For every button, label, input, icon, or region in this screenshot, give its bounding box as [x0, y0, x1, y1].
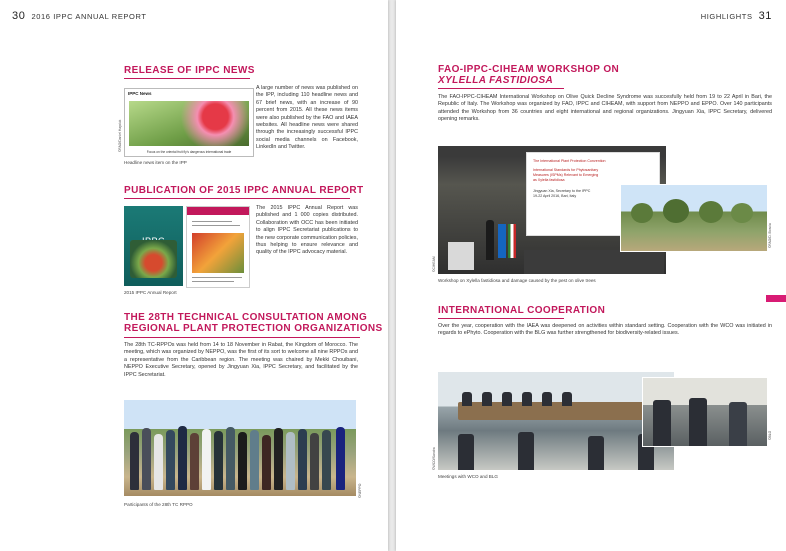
tc-rppo-title-rule — [124, 337, 360, 338]
news-caption: Headline news item on the IPP — [124, 160, 187, 165]
olive-tree — [631, 203, 653, 223]
participant-figure — [250, 430, 259, 490]
tc-rppo-title-line-2: REGIONAL PLANT PROTECTION ORGANIZATIONS — [124, 323, 383, 334]
news-photo-credit: ©FAO/Daniel Hayduk — [118, 119, 122, 152]
participant-figure — [154, 434, 163, 490]
workshop-title-rule — [438, 88, 564, 89]
workshop-caption: Workshop on Xylella fastidiosa and damage caused by the pest on olive trees — [438, 278, 596, 283]
participant-figure — [336, 427, 345, 490]
cooperation-photo-credit-left: ©WCO/Sandra — [432, 447, 436, 470]
participant-figure — [214, 431, 223, 490]
tc-rppo-photo-credit: ©NEPPO — [358, 483, 362, 498]
attendee-figure — [458, 434, 474, 470]
right-running-title: HIGHLIGHTS — [700, 12, 753, 21]
tc-rppo-title-line-1: THE 28TH TECHNICAL CONSULTATION AMONG — [124, 312, 368, 323]
flag-italy — [508, 224, 516, 258]
screen-line: 19-22 April 2016, Bari, Italy — [533, 194, 577, 198]
participant-figure — [226, 427, 235, 490]
annual-report-cover — [124, 206, 183, 286]
attendee-figure — [653, 400, 671, 446]
participant-figure — [166, 430, 175, 490]
annual-report-section-title: PUBLICATION OF 2015 IPPC ANNUAL REPORT — [124, 185, 364, 196]
screen-line: Jingyuan Xia, Secretary to the IPPC — [533, 189, 591, 193]
inner-page-line — [192, 225, 240, 226]
participant-figure — [130, 432, 139, 490]
ippc-news-image-caption: Focus on the oriental fruit fly's dangerous international trade — [146, 150, 232, 154]
participant-figure — [274, 428, 283, 490]
attendee-figure — [562, 392, 572, 406]
left-page — [0, 0, 388, 551]
inner-page-photo — [192, 233, 244, 273]
right-running-head — [701, 10, 772, 22]
participant-figure — [262, 435, 271, 490]
ippc-news-image — [124, 88, 254, 157]
inner-page-line — [192, 277, 242, 278]
cooperation-caption: Meetings with WCO and BLG — [438, 474, 498, 479]
workshop-photo-credit-right: ©FAO/D. Boscia — [768, 223, 772, 248]
attendee-figure — [502, 392, 512, 406]
inner-page-line — [192, 281, 234, 282]
right-page — [396, 0, 786, 551]
screen-line: International Standards for Phytosanitary — [533, 168, 599, 172]
attendee-figure — [522, 392, 532, 406]
annual-report-title-rule — [124, 198, 350, 199]
fruit-fly-photo — [129, 101, 249, 146]
workshop-photo-credit-left: ©CIHEAM — [432, 256, 436, 272]
right-page-number: 31 — [758, 10, 772, 22]
annual-report-caption: 2015 IPPC Annual Report — [124, 290, 177, 295]
attendee-figure — [462, 392, 472, 406]
blg-meeting-photo — [642, 377, 768, 447]
cooperation-section-title: INTERNATIONAL COOPERATION — [438, 305, 606, 316]
inner-page-line — [192, 221, 232, 222]
section-tab-marker — [766, 295, 786, 302]
cooperation-photo-credit-right: ©BLG — [768, 430, 772, 440]
annual-report-body: The 2015 IPPC Annual Report was published and 1 000 copies distributed. Collaboration with OCC has been initiated to align IPPC Secretariat publications to the new corporate communication policies, thus helping to ensure relevance and quality of the IPPC advocacy material. — [256, 205, 358, 256]
left-page-number: 30 — [12, 10, 26, 22]
attendee-figure — [689, 398, 707, 446]
speaker-figure — [486, 220, 494, 260]
tc-rppo-body: The 28th TC-RPPOs was held from 14 to 18 November in Rabat, the Kingdom of Morocco. The meeting, which was organized by NEPPO, was the first of its sort to welcome all nine RPPOs and a representative from the Caribbean region. The meeting was chaired by Mekki Chouibani, NEPPO Executive Secretary, opened by Jingyuan Xia, IPPC Secretary, and facilitated by the IPPC Secretariat. — [124, 342, 358, 378]
ippc-news-image-title: IPPC News — [128, 91, 152, 96]
news-section-title: RELEASE OF IPPC NEWS — [124, 65, 255, 76]
participant-figure — [238, 432, 247, 490]
cover-leaf-graphic — [130, 240, 177, 278]
news-title-rule — [124, 78, 250, 79]
tc-rppo-group-photo — [124, 400, 356, 496]
podium — [448, 242, 474, 270]
news-body: A large number of news was published on the IPP, including 110 headline news and 67 brief news, with an increase of 90 percent from 2015. All these news items were also published by the FAO and IAEA websites. All headline news were shared through the increasingly successful IPPC social media channels on Facebook, LinkedIn and Twitter. — [256, 85, 358, 151]
tc-rppo-section-title — [124, 312, 383, 334]
attendee-figure — [482, 392, 492, 406]
screen-line: The International Plant Protection Convention — [533, 159, 606, 163]
olive-trees-photo — [620, 184, 768, 252]
panel-table — [524, 250, 664, 274]
workshop-title-line-1: FAO-IPPC-CIHEAM WORKSHOP ON — [438, 64, 620, 75]
participant-figure — [322, 430, 331, 490]
inner-page-band — [187, 207, 249, 215]
annual-report-inner-page — [186, 206, 250, 288]
olive-tree — [699, 201, 723, 223]
participant-figure — [202, 429, 211, 490]
screen-line: as Xylella fastidiosa — [533, 178, 565, 182]
workshop-body: The FAO-IPPC-CIHEAM International Workshop on Olive Quick Decline Syndrome was succesfully held from 19 to 22 April in Bari, the Republic of Italy. The Workshop was organized by FAO, IPPC and CIHEAM, with support from NEPPO and EPPO. Over 140 participants attended the Workshop from 36 countries and eight international and regional organizations. Jingyuan Xia, IPPC Secretary, delivered opening remarks. — [438, 94, 772, 123]
attendee-figure — [729, 402, 747, 446]
tc-rppo-caption: Participants of the 28th TC RPPO — [124, 502, 193, 507]
olive-tree — [731, 203, 753, 223]
participant-figure — [310, 433, 319, 490]
attendee-figure — [542, 392, 552, 406]
participant-figure — [298, 429, 307, 490]
workshop-title-line-2: XYLELLA FASTIDIOSA — [438, 75, 554, 86]
participant-figure — [190, 433, 199, 490]
participant-figure — [286, 432, 295, 490]
left-running-title: 2016 IPPC ANNUAL REPORT — [31, 12, 147, 21]
participant-figure — [178, 426, 187, 490]
cooperation-body: Over the year, cooperation with the IAEA was deepened on activities within standard setting. Cooperation with the WCO was initiated in regards to ePhyto. Cooperation with the BLG was further strengthened for biodiversity-related issues. — [438, 323, 772, 337]
flag-eu — [498, 224, 506, 258]
wco-meeting-photo — [438, 372, 674, 470]
screen-line: Measures (ISPMs) Relevant to Emerging — [533, 173, 599, 177]
participant-figure — [142, 428, 151, 490]
attendee-figure — [518, 432, 534, 470]
attendee-figure — [588, 436, 604, 470]
olive-tree — [663, 199, 689, 223]
left-running-head — [12, 10, 147, 22]
cooperation-title-rule — [438, 318, 564, 319]
workshop-section-title — [438, 64, 619, 86]
